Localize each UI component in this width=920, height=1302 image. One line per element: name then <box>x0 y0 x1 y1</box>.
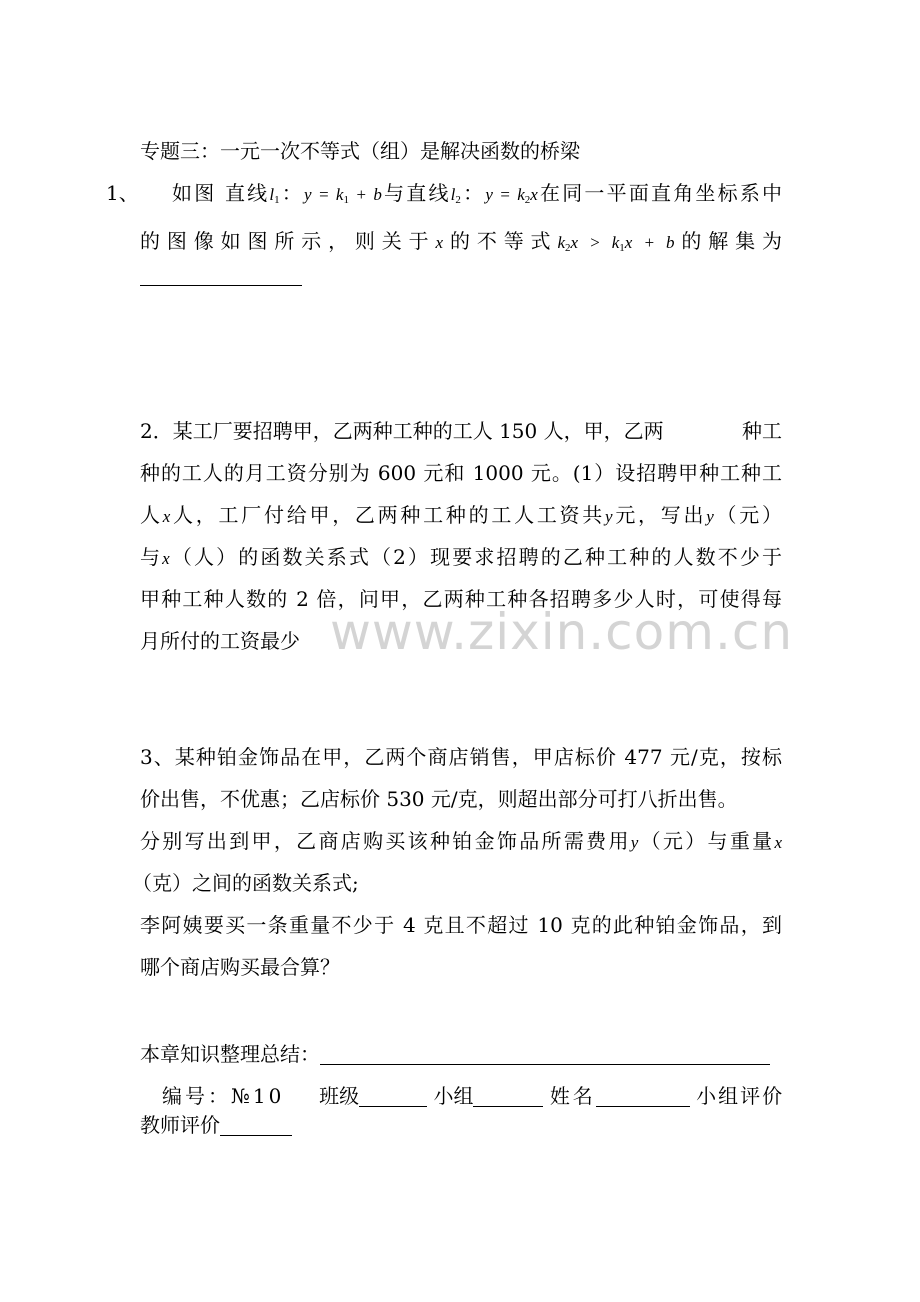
q1-colon-1: ： <box>279 181 305 205</box>
q1-text-3: 在同一平面直角坐标系中 <box>537 181 783 205</box>
q2-y-2: y <box>706 507 714 526</box>
q3-line-4: （克）之间的函数关系式; <box>132 871 359 895</box>
q2-line-5: 甲种工种人数的 2 倍，问甲，乙两种工种各招聘多少人时，可使得每 <box>140 587 782 611</box>
q2-text-1b: 种工 <box>742 419 782 443</box>
q1-inequality: $k_2x > k_1x + b$ <box>557 233 675 254</box>
q1-l2: $l_2$ <box>450 185 461 206</box>
q3-line-5: 李阿姨要买一条重量不少于 4 克且不超过 10 克的此种铂金饰品，到 <box>140 913 782 937</box>
q1-eq2: $y = k_2x$ <box>485 185 538 206</box>
summary-label: 本章知识整理总结： <box>140 1042 320 1066</box>
q3-line-1: 3、某种铂金饰品在甲，乙两个商店销售，甲店标价 477 元/克，按标 <box>140 745 782 769</box>
q2-line-1 <box>140 416 782 446</box>
footer-class-label: 班级 <box>319 1084 360 1108</box>
q2-x-2: x <box>162 549 170 568</box>
q2-line-4: 与x（人）的函数关系式（2）现要求招聘的乙种工种的人数不少于 <box>140 545 783 569</box>
summary-line <box>140 1039 782 1069</box>
q1-eq1: $y = k_1 + b$ <box>304 185 382 206</box>
q1-number: 1、 <box>106 181 139 205</box>
q2-text-1a: 2．某工厂要招聘甲，乙两种工种的工人 150 人，甲，乙两 <box>140 419 664 443</box>
q1-answer-line <box>140 260 782 290</box>
q3-y: y <box>630 833 639 852</box>
q3-line-2: 价出售，不优惠；乙店标价 530 元/克，则超出部分可打八折出售。 <box>140 787 738 811</box>
footer-line-1 <box>162 1081 785 1111</box>
q1-text-2: 与直线 <box>381 181 451 205</box>
q1-line-2 <box>140 226 782 263</box>
q2-line-2: 种的工人的月工资分别为 600 元和 1000 元。(1）设招聘甲种工种工 <box>140 461 782 485</box>
footer-group-eval-label: 小组评价 <box>696 1084 785 1108</box>
q3-x: x <box>774 833 783 852</box>
q2-line-6: 月所付的工资最少 <box>140 629 300 653</box>
name-blank[interactable] <box>596 1086 690 1107</box>
summary-blank[interactable] <box>320 1044 770 1065</box>
q1-text-6: 的解集为 <box>674 229 783 253</box>
q1-l1: $l_1$ <box>269 185 280 206</box>
q2-line-3: 人x人，工厂付给甲，乙两种工种的工人工资共y元，写出y（元） <box>140 503 783 527</box>
q1-text-4: 的图像如图所示，则关于 <box>140 229 436 253</box>
watermark: www.zixin.com.cn <box>330 603 794 661</box>
q2-y: y <box>605 507 613 526</box>
q1-text-5: 的不等式 <box>443 229 558 253</box>
class-blank[interactable] <box>359 1086 427 1107</box>
q1-colon-2: ： <box>460 181 486 205</box>
group-blank[interactable] <box>473 1086 543 1107</box>
teacher-eval-blank[interactable] <box>220 1115 292 1136</box>
q3-line-6: 哪个商店购买最合算？ <box>140 955 340 979</box>
q1-answer-blank[interactable] <box>140 265 302 286</box>
q3-line-3: 分别写出到甲，乙商店购买该种铂金饰品所需费用y（元）与重量x <box>140 829 783 853</box>
footer-teacher-eval-label: 教师评价 <box>140 1113 220 1137</box>
q1-text-1: 如图 直线 <box>172 181 270 205</box>
footer-number: 编号：№10 <box>162 1084 285 1108</box>
q1-x: x <box>435 233 444 252</box>
footer-group-label: 小组 <box>433 1084 474 1108</box>
q1-line-1 <box>172 178 782 215</box>
footer-name-label: 姓名 <box>549 1084 596 1108</box>
footer-line-2 <box>140 1110 782 1140</box>
document-title: 专题三：一元一次不等式（组）是解决函数的桥梁 <box>140 139 580 163</box>
q2-x: x <box>162 507 171 526</box>
